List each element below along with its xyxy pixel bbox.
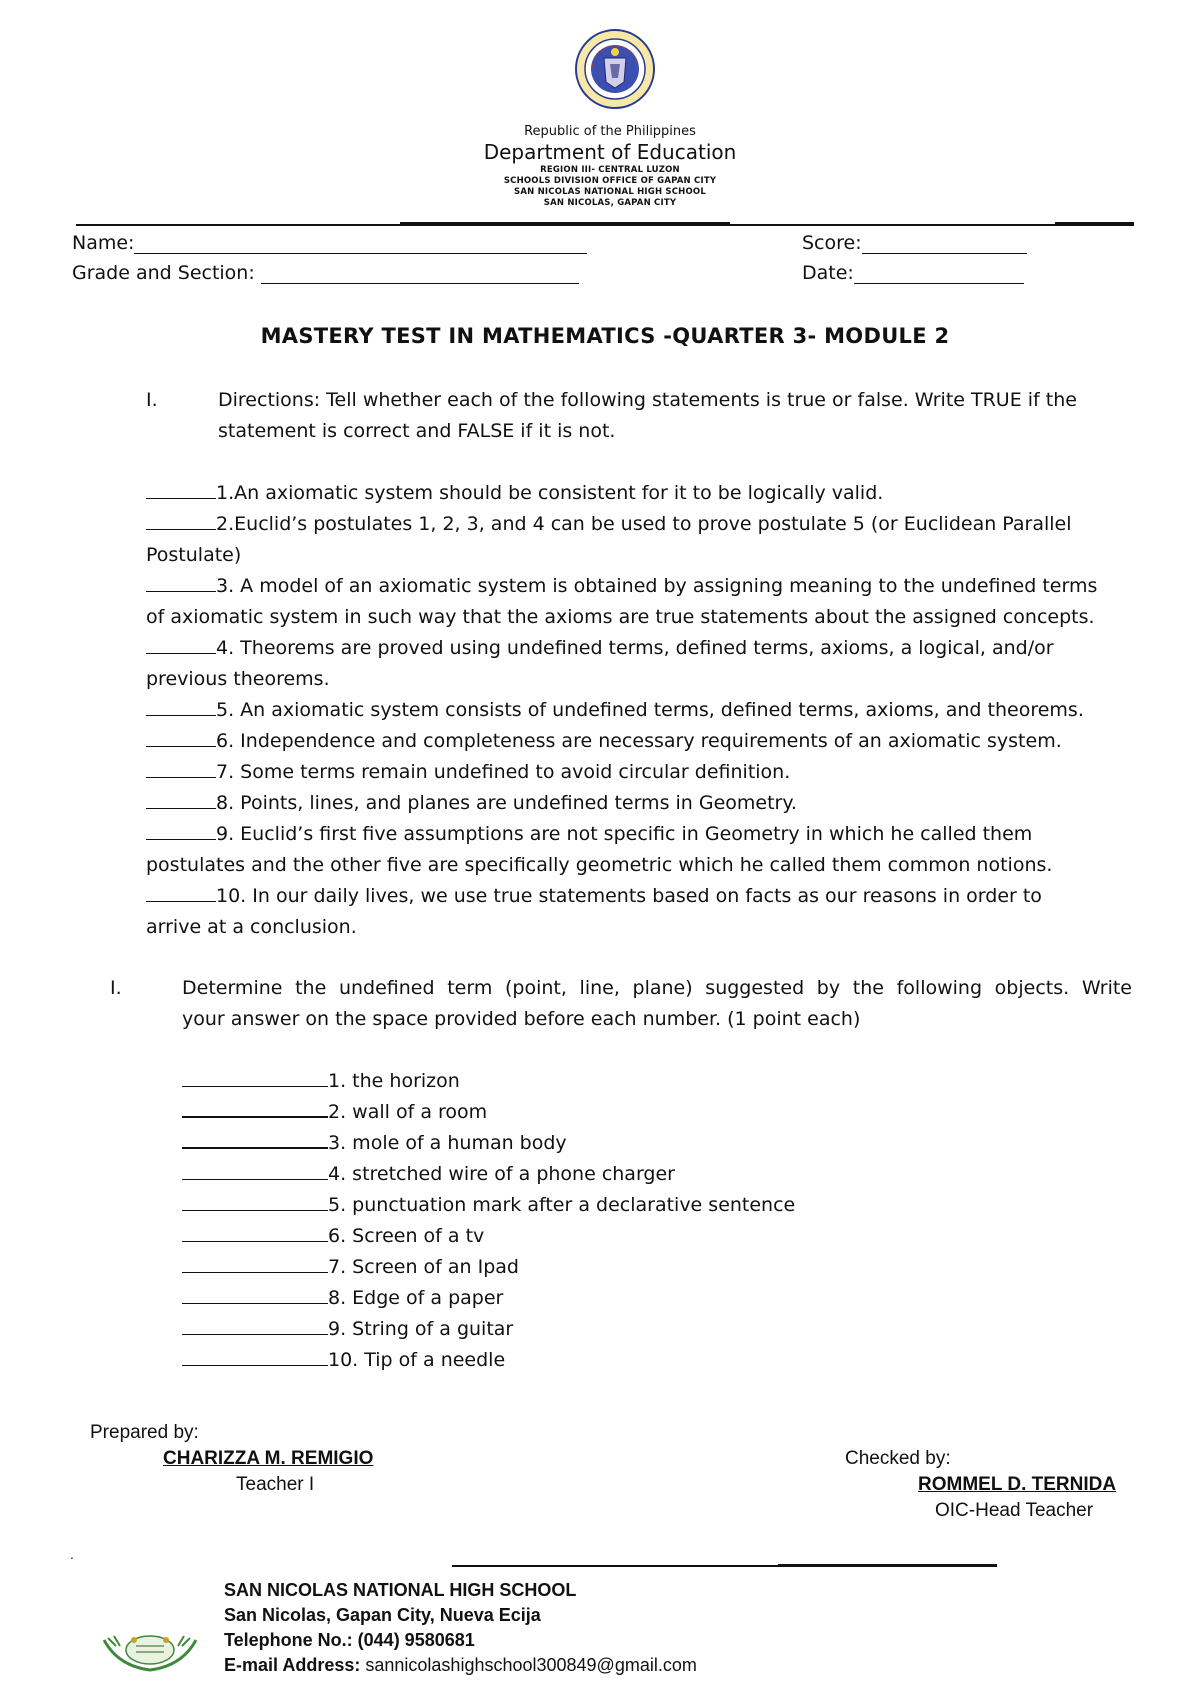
- item-number: 4.: [328, 1163, 347, 1185]
- part1-item: [146, 726, 1136, 757]
- header-region: REGION III- CENTRAL LUZON: [540, 165, 680, 175]
- header-republic: Republic of the Philippines: [524, 124, 696, 139]
- grade-section-field[interactable]: [72, 262, 579, 284]
- footer-email-label: E-mail Address:: [224, 1655, 361, 1675]
- part1-item: [146, 571, 1136, 602]
- header-divider: [76, 224, 1134, 226]
- part1-item: [146, 478, 1136, 509]
- footer-address: San Nicolas, Gapan City, Nueva Ecija: [224, 1605, 541, 1625]
- answer-blank[interactable]: [182, 1333, 328, 1335]
- checked-by-title: OIC-Head Teacher: [935, 1500, 1094, 1521]
- item-number: 10.: [328, 1349, 359, 1371]
- footer-dot: .: [70, 1546, 74, 1562]
- item-number: 3.: [328, 1132, 347, 1154]
- part2-numeral: I.: [110, 977, 122, 999]
- part2-item: [182, 1159, 882, 1190]
- item-text: An axiomatic system consists of undefined terms, defined terms, axioms, and theorems.: [234, 699, 1084, 721]
- item-text: Euclid’s first five assumptions are not specific in Geometry in which he called them: [234, 823, 1033, 845]
- score-line[interactable]: [862, 235, 1027, 254]
- item-text: Some terms remain undefined to avoid circular definition.: [234, 761, 791, 783]
- item-number: 7.: [216, 761, 235, 783]
- answer-blank[interactable]: [146, 745, 216, 747]
- item-number: 5.: [328, 1194, 347, 1216]
- answer-blank[interactable]: [146, 652, 216, 654]
- part2-item: [182, 1252, 882, 1283]
- item-text: punctuation mark after a declarative sentence: [346, 1194, 796, 1216]
- item-number: 3.: [216, 575, 235, 597]
- answer-blank[interactable]: [146, 776, 216, 778]
- footer-email-address[interactable]: sannicolashighschool300849@gmail.com: [360, 1655, 697, 1675]
- item-number: 10.: [216, 885, 247, 907]
- part2-item: [182, 1283, 882, 1314]
- part2-item: [182, 1314, 882, 1345]
- test-title: MASTERY TEST IN MATHEMATICS -QUARTER 3- MODULE 2: [260, 324, 950, 348]
- item-number: 9.: [216, 823, 235, 845]
- date-label: Date:: [802, 262, 854, 284]
- item-number: 2.: [216, 513, 235, 535]
- footer-school-name: SAN NICOLAS NATIONAL HIGH SCHOOL: [224, 1580, 577, 1600]
- answer-blank[interactable]: [182, 1271, 328, 1273]
- part2-item: [182, 1097, 882, 1128]
- date-field[interactable]: [802, 262, 1024, 284]
- item-text: postulates and the other five are specifically geometric which he called them common notions.: [146, 854, 1053, 876]
- item-text: Edge of a paper: [346, 1287, 504, 1309]
- part1-item: [146, 881, 1136, 912]
- item-number: 2.: [328, 1101, 347, 1123]
- answer-blank[interactable]: [146, 838, 216, 840]
- answer-blank[interactable]: [146, 807, 216, 809]
- item-text: Theorems are proved using undefined terms, defined terms, axioms, a logical, and/or: [234, 637, 1054, 659]
- part1-numeral: I.: [146, 389, 158, 411]
- item-text: arrive at a conclusion.: [146, 916, 357, 938]
- item-number: 1.: [216, 482, 235, 504]
- item-text: Euclid’s postulates 1, 2, 3, and 4 can be used to prove postulate 5 (or Euclidean Parallel: [234, 513, 1072, 535]
- item-text: Screen of an Ipad: [346, 1256, 519, 1278]
- item-number: 6.: [328, 1225, 347, 1247]
- answer-blank[interactable]: [182, 1364, 328, 1366]
- item-text: stretched wire of a phone charger: [346, 1163, 675, 1185]
- part2-item: [182, 1190, 882, 1221]
- item-number: 5.: [216, 699, 235, 721]
- part2-item: [182, 1345, 882, 1376]
- score-field[interactable]: [802, 232, 1027, 254]
- item-text: Independence and completeness are necessary requirements of an axiomatic system.: [234, 730, 1062, 752]
- part2-directions-line1: Determine the undefined term (point, line, plane) suggested by the following objects. Write: [182, 977, 1132, 999]
- part1-item-continuation: [146, 664, 1136, 695]
- item-text: A model of an axiomatic system is obtained by assigning meaning to the undefined terms: [234, 575, 1098, 597]
- part2-item: [182, 1128, 882, 1159]
- answer-blank[interactable]: [182, 1115, 328, 1118]
- header-division: SCHOOLS DIVISION OFFICE OF GAPAN CITY: [503, 176, 717, 186]
- part1-item-continuation: [146, 540, 1136, 571]
- answer-blank[interactable]: [182, 1178, 328, 1180]
- item-number: 8.: [216, 792, 235, 814]
- item-number: 1.: [328, 1070, 347, 1092]
- header-address: SAN NICOLAS, GAPAN CITY: [543, 198, 677, 208]
- answer-blank[interactable]: [182, 1085, 328, 1087]
- part2-item: [182, 1066, 882, 1097]
- item-number: 4.: [216, 637, 235, 659]
- header-divider-thick-right: [1055, 222, 1134, 224]
- header-department: Department of Education: [483, 140, 737, 164]
- item-text: wall of a room: [346, 1101, 488, 1123]
- footer-email[interactable]: [224, 1653, 697, 1678]
- part1-item-continuation: [146, 602, 1136, 633]
- answer-blank[interactable]: [182, 1240, 328, 1242]
- answer-blank[interactable]: [146, 497, 216, 499]
- part1-item-continuation: [146, 850, 1136, 881]
- prepared-by-name: CHARIZZA M. REMIGIO: [163, 1448, 374, 1469]
- item-text: In our daily lives, we use true statements based on facts as our reasons in order to: [246, 885, 1042, 907]
- name-line[interactable]: [134, 235, 587, 254]
- part1-item: [146, 633, 1136, 664]
- footer-telephone: Telephone No.: (044) 9580681: [224, 1630, 475, 1650]
- item-text: the horizon: [346, 1070, 460, 1092]
- item-text: Points, lines, and planes are undefined terms in Geometry.: [234, 792, 797, 814]
- grade-section-label: Grade and Section:: [72, 262, 255, 284]
- item-number: 7.: [328, 1256, 347, 1278]
- prepared-by-label: Prepared by:: [90, 1422, 199, 1443]
- part1-directions-line2: statement is correct and FALSE if it is not.: [218, 420, 616, 442]
- part1-directions-line1: Directions: Tell whether each of the following statements is true or false. Write TRUE if the: [218, 389, 1077, 411]
- answer-blank[interactable]: [182, 1209, 328, 1211]
- part2-directions-line2: your answer on the space provided before each number. (1 point each): [182, 1008, 861, 1030]
- checked-by-label: Checked by:: [845, 1448, 951, 1469]
- deped-seal-logo: [574, 28, 656, 110]
- answer-blank[interactable]: [182, 1146, 328, 1149]
- score-label: Score:: [802, 232, 862, 254]
- answer-blank[interactable]: [146, 714, 216, 716]
- part1-item-continuation: [146, 912, 1136, 943]
- answer-blank[interactable]: [146, 900, 216, 902]
- part1-item: [146, 695, 1136, 726]
- answer-blank[interactable]: [146, 590, 216, 592]
- item-text: An axiomatic system should be consistent for it to be logically valid.: [234, 482, 884, 504]
- item-number: 8.: [328, 1287, 347, 1309]
- item-text: previous theorems.: [146, 668, 330, 690]
- item-number: 6.: [216, 730, 235, 752]
- item-text: Screen of a tv: [346, 1225, 485, 1247]
- answer-blank[interactable]: [146, 528, 216, 530]
- school-logo: [98, 1630, 202, 1674]
- grade-section-line[interactable]: [261, 265, 579, 284]
- part2-item: [182, 1221, 882, 1252]
- date-line[interactable]: [854, 265, 1024, 284]
- checked-by-name: ROMMEL D. TERNIDA: [918, 1474, 1117, 1495]
- footer-divider-thick: [778, 1564, 997, 1567]
- item-text: Tip of a needle: [358, 1349, 506, 1371]
- name-field[interactable]: [72, 232, 587, 254]
- part1-item: [146, 509, 1136, 540]
- item-text: of axiomatic system in such way that the axioms are true statements about the assigned concepts.: [146, 606, 1095, 628]
- header-school: SAN NICOLAS NATIONAL HIGH SCHOOL: [514, 187, 706, 197]
- part1-item: [146, 788, 1136, 819]
- item-text: Postulate): [146, 544, 242, 566]
- name-label: Name:: [72, 232, 135, 254]
- item-number: 9.: [328, 1318, 347, 1340]
- prepared-by-title: Teacher I: [236, 1474, 315, 1495]
- item-text: mole of a human body: [346, 1132, 567, 1154]
- item-text: String of a guitar: [346, 1318, 514, 1340]
- header-divider-thick-left: [400, 222, 730, 224]
- part1-item: [146, 819, 1136, 850]
- part1-item: [146, 757, 1136, 788]
- answer-blank[interactable]: [182, 1302, 328, 1304]
